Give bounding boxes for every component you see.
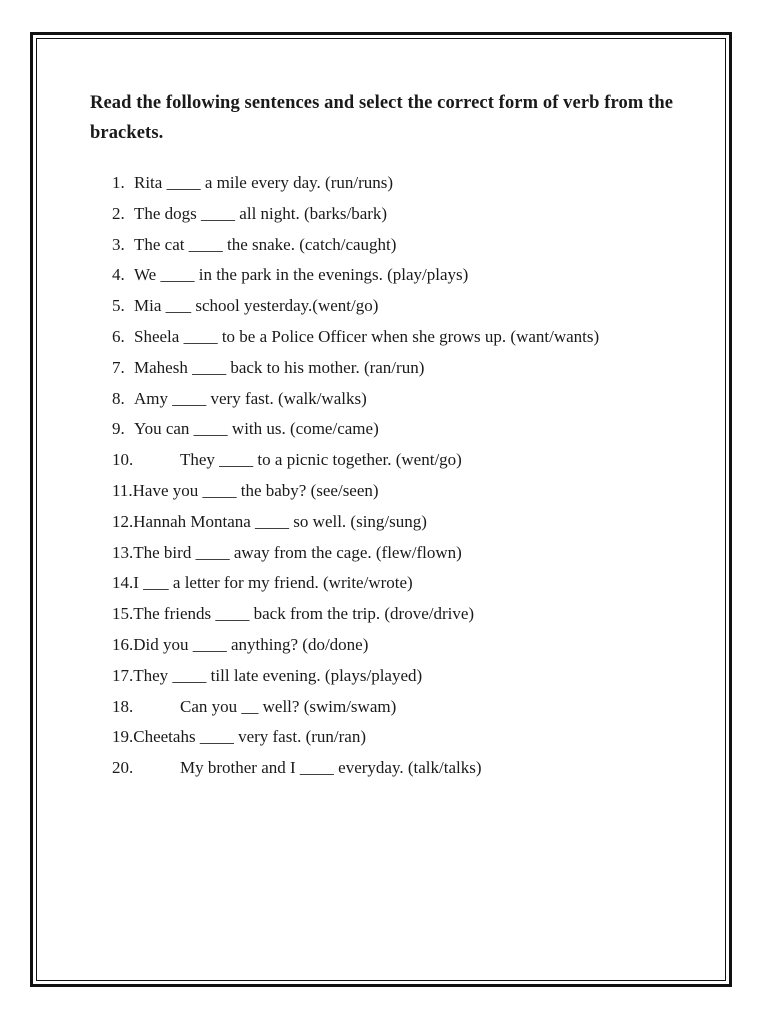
question-number: 12. (112, 511, 134, 531)
question-number: 20. (112, 758, 134, 778)
question-text: Mahesh ____ back to his mother. (ran/run) (134, 357, 425, 377)
question-item (112, 630, 712, 661)
question-text: Have you ____ the baby? (see/seen) (132, 480, 379, 500)
question-number: 11. (112, 480, 133, 500)
question-item (112, 445, 712, 476)
question-number: 2. (112, 203, 125, 223)
question-number: 5. (112, 296, 125, 316)
question-item (112, 230, 712, 261)
question-text: They ____ to a picnic together. (went/go) (180, 450, 462, 470)
question-text: Amy ____ very fast. (walk/walks) (134, 388, 367, 408)
question-item (112, 753, 712, 784)
question-text: The friends ____ back from the trip. (drove/drive) (133, 604, 475, 624)
question-text: My brother and I ____ everyday. (talk/talks) (180, 758, 482, 778)
question-item (112, 353, 712, 384)
question-text: The cat ____ the snake. (catch/caught) (134, 234, 397, 254)
question-number: 17. (112, 665, 134, 685)
question-number: 18. (112, 696, 134, 716)
question-list (112, 168, 712, 784)
question-number: 15. (112, 604, 134, 624)
question-text: Mia ___ school yesterday.(went/go) (134, 296, 379, 316)
question-item (112, 692, 712, 723)
question-item (112, 384, 712, 415)
question-number: 4. (112, 265, 125, 285)
question-item (112, 476, 712, 507)
question-text: I ___ a letter for my friend. (write/wrote) (133, 573, 413, 593)
question-text: The bird ____ away from the cage. (flew/flown) (133, 542, 462, 562)
question-text: They ____ till late evening. (plays/played) (133, 665, 423, 685)
question-text: Hannah Montana ____ so well. (sing/sung) (133, 511, 427, 531)
question-text: Rita ____ a mile every day. (run/runs) (134, 173, 394, 192)
question-item (112, 199, 712, 230)
question-number: 1. (112, 173, 125, 192)
question-text: You can ____ with us. (come/came) (134, 419, 379, 439)
question-text: Cheetahs ____ very fast. (run/ran) (133, 727, 366, 747)
question-item (112, 722, 712, 753)
question-text: Did you ____ anything? (do/done) (133, 634, 369, 654)
question-number: 7. (112, 357, 125, 377)
question-item (112, 599, 712, 630)
question-text: Sheela ____ to be a Police Officer when she grows up. (want/wants) (134, 326, 600, 346)
instructions-heading: Read the following sentences and select the correct form of verb from the brackets. (90, 93, 674, 143)
question-item (112, 538, 712, 569)
question-item (112, 322, 712, 353)
question-number: 9. (112, 419, 125, 439)
question-item (112, 507, 712, 538)
question-item (112, 291, 712, 322)
question-number: 6. (112, 326, 125, 346)
question-number: 16. (112, 634, 134, 654)
question-item (112, 661, 712, 692)
question-number: 14. (112, 573, 134, 593)
question-number: 3. (112, 234, 125, 254)
question-item (112, 568, 712, 599)
question-text: The dogs ____ all night. (barks/bark) (134, 203, 388, 223)
question-text: We ____ in the park in the evenings. (play/plays) (134, 265, 469, 285)
question-text: Can you __ well? (swim/swam) (180, 696, 397, 716)
question-number: 19. (112, 727, 134, 747)
question-item (112, 414, 712, 445)
question-number: 13. (112, 542, 134, 562)
question-item (112, 260, 712, 291)
question-item (112, 168, 712, 199)
question-number: 8. (112, 388, 125, 408)
question-number: 10. (112, 450, 134, 470)
